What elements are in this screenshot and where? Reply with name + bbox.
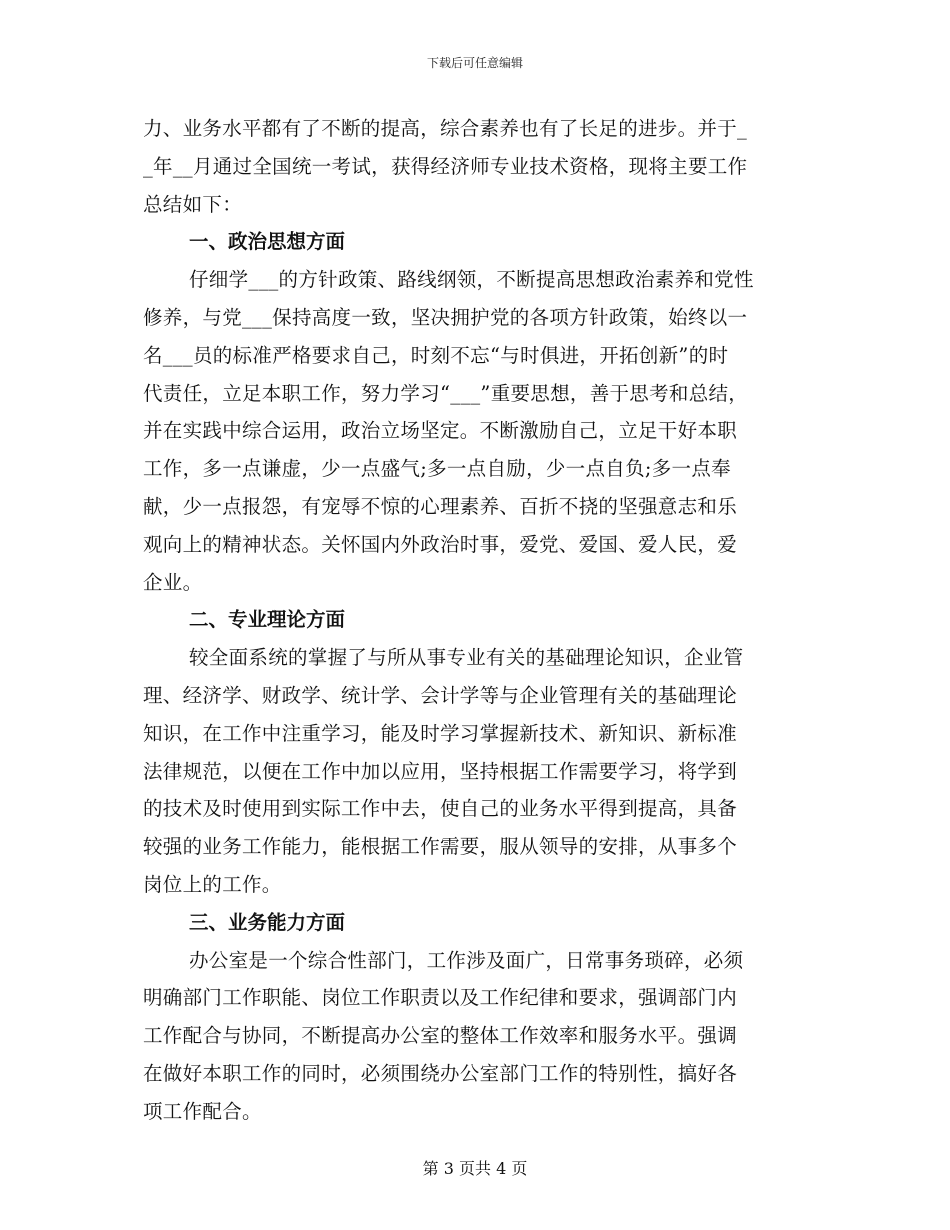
paragraph-line: 仔细学___的方针政策、路线纲领，不断提高思想政治素养和党性 — [189, 268, 754, 292]
paragraph-line: 企业。 — [143, 570, 203, 594]
paragraph-line: 较强的业务工作能力，能根据工作需要，服从领导的安排，从事多个 — [143, 835, 738, 859]
paragraph-line: 修养，与党___保持高度一致，坚决拥护党的各项方针政策，始终以一 — [143, 305, 748, 329]
section-heading-theory — [143, 601, 818, 639]
paragraph-line: 岗位上的工作。 — [143, 872, 282, 896]
paragraph-line: 理、经济学、财政学、统计学、会计学等与企业管理有关的基础理论 — [143, 683, 738, 707]
paragraph-line: 工作，多一点谦虚，少一点盛气;多一点自励，少一点自负;多一点奉 — [143, 457, 731, 481]
paragraph-line: 观向上的精神状态。关怀国内外政治时事，爱党、爱国、爱人民，爱 — [143, 532, 738, 556]
paragraph-line: 办公室是一个综合性部门，工作涉及面广，日常事务琐碎，必须 — [189, 948, 744, 972]
intro-line: _年__月通过全国统一考试，获得经济师专业技术资格，现将主要工作 — [143, 154, 748, 178]
paragraph-line: 项工作配合。 — [143, 1099, 262, 1123]
intro-line: 总结如下： — [143, 192, 243, 216]
intro-line: 力、业务水平都有了不断的提高，综合素养也有了长足的进步。并于_ — [143, 117, 748, 140]
paragraph-line: 名___员的标准严格要求自己，时刻不忘“与时俱进，开拓创新”的时 — [143, 343, 729, 367]
paragraph-line: 代责任，立足本职工作，努力学习“___”重要思想，善于思考和总结， — [143, 381, 749, 405]
section-heading-ability — [143, 904, 818, 942]
section-heading-text: 三、业务能力方面 — [189, 910, 346, 934]
section-heading-text: 一、政治思想方面 — [189, 230, 346, 254]
section-heading-politics — [143, 223, 818, 261]
paragraph-line: 并在实践中综合运用，政治立场坚定。不断激励自己，立足干好本职 — [143, 419, 738, 443]
paragraph-line: 法律规范，以便在工作中加以应用，坚持根据工作需要学习，将学到 — [143, 759, 738, 783]
paragraph-line: 较全面系统的掌握了与所从事专业有关的基础理论知识，企业管 — [189, 646, 744, 670]
paragraph-line: 明确部门工作职能、岗位工作职责以及工作纪律和要求，强调部门内 — [143, 986, 738, 1010]
paragraph-line: 在做好本职工作的同时，必须围绕办公室部门工作的特别性，搞好各 — [143, 1061, 738, 1085]
page-header: 下载后可任意编辑 — [426, 56, 523, 70]
document-body — [143, 110, 818, 1131]
page-footer: 第 3 页共 4 页 — [422, 1159, 528, 1178]
section-heading-text: 二、专业理论方面 — [189, 608, 346, 632]
paragraph-line: 知识，在工作中注重学习，能及时学习掌握新技术、新知识、新标准 — [143, 721, 738, 745]
paragraph-line: 的技术及时使用到实际工作中去，使自己的业务水平得到提高，具备 — [143, 797, 738, 821]
paragraph-line: 献，少一点报怨，有宠辱不惊的心理素养、百折不挠的坚强意志和乐 — [143, 494, 738, 518]
paragraph-line: 工作配合与协同，不断提高办公室的整体工作效率和服务水平。强调 — [143, 1024, 738, 1048]
